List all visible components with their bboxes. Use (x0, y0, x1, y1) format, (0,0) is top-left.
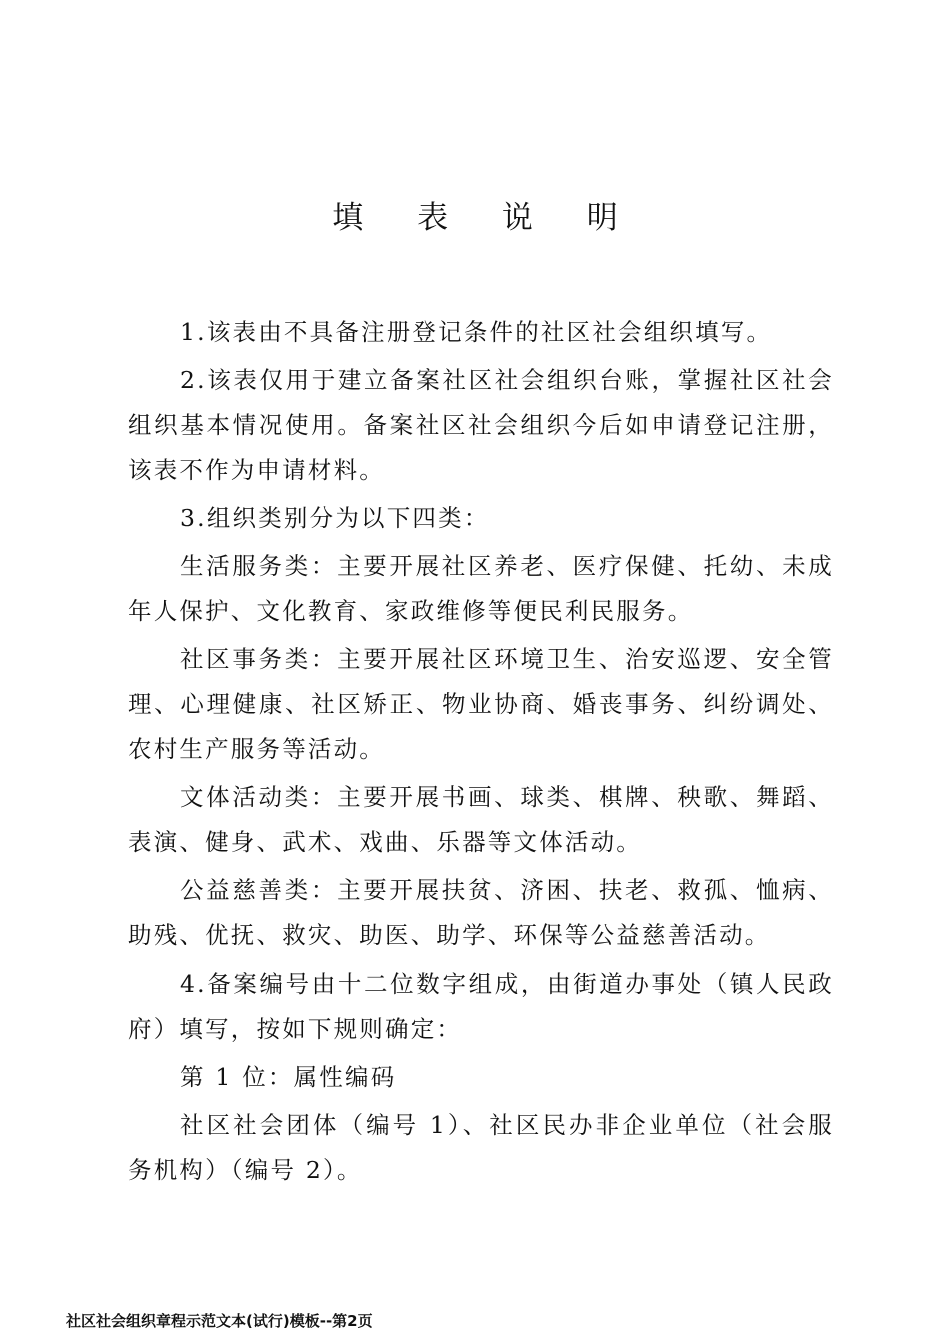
code-digit-1-description: 社区社会团体（编号 1）、社区民办非企业单位（社会服务机构）（编号 2）。 (128, 1111, 834, 1184)
instruction-paragraph-1: 1.该表由不具备注册登记条件的社区社会组织填写。 (180, 318, 773, 346)
instruction-paragraph-3: 3.组织类别分为以下四类： (180, 504, 490, 532)
instruction-paragraph-2: 2.该表仅用于建立备案社区社会组织台账，掌握社区社会组织基本情况使用。备案社区社会组织今后如申请登记注册，该表不作为申请材料。 (128, 366, 834, 484)
page-footer: 社区社会组织章程示范文本(试行)模板--第2页 (66, 1312, 373, 1330)
category-public-welfare: 公益慈善类：主要开展扶贫、济困、扶老、救孤、恤病、助残、优抚、救灾、助医、助学、环保等公益慈善活动。 (128, 876, 834, 949)
code-digit-1-heading: 第 1 位：属性编码 (180, 1063, 397, 1091)
category-culture-sports: 文体活动类：主要开展书画、球类、棋牌、秧歌、舞蹈、表演、健身、武术、戏曲、乐器等文体活动。 (128, 783, 834, 856)
instruction-paragraph-4: 4.备案编号由十二位数字组成，由街道办事处（镇人民政府）填写，按如下规则确定： (128, 970, 834, 1043)
category-community-affairs: 社区事务类：主要开展社区环境卫生、治安巡逻、安全管理、心理健康、社区矫正、物业协商、婚丧事务、纠纷调处、农村生产服务等活动。 (128, 645, 834, 763)
category-life-services: 生活服务类：主要开展社区养老、医疗保健、托幼、未成年人保护、文化教育、家政维修等便民利民服务。 (128, 552, 834, 625)
instructions-body (128, 310, 834, 1196)
page-title: 填 表 说 明 (332, 200, 640, 236)
